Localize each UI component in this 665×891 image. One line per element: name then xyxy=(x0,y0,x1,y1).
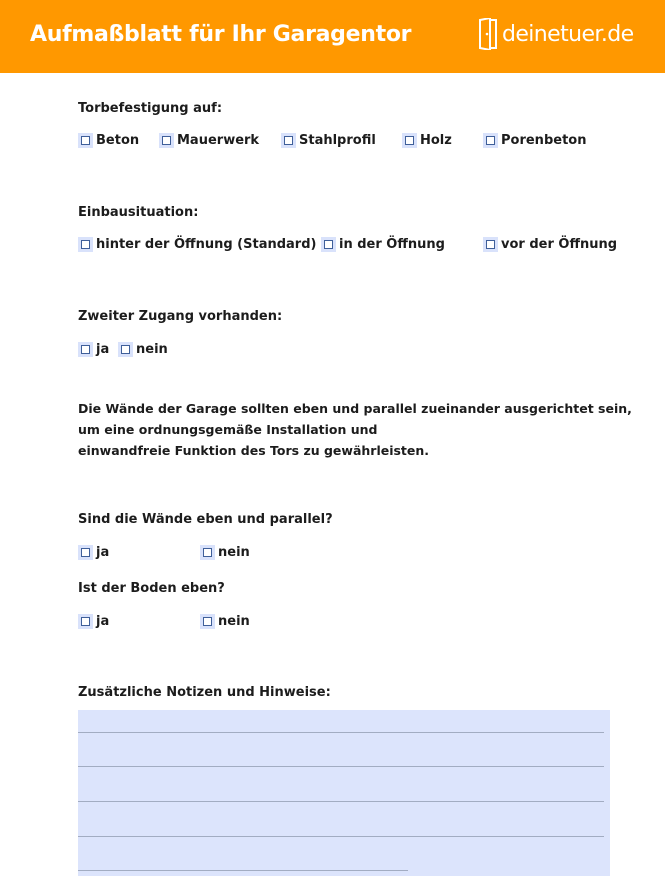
option-label: nein xyxy=(218,545,250,560)
option-label: vor der Öffnung xyxy=(501,237,618,252)
option-label: ja xyxy=(96,342,110,357)
door-icon xyxy=(478,18,498,50)
checkbox-zugang-ja[interactable] xyxy=(78,342,93,357)
boden-option-ja[interactable] xyxy=(78,614,109,629)
befestigung-option-stahlprofil[interactable] xyxy=(281,133,376,148)
option-label: ja xyxy=(96,614,110,629)
waende-option-nein[interactable] xyxy=(200,545,250,560)
notes-ruled-line xyxy=(78,766,604,767)
checkbox-vor[interactable] xyxy=(483,237,498,252)
notes-label: Zusätzliche Notizen und Hinweise: xyxy=(78,685,331,700)
checkbox-beton[interactable] xyxy=(78,133,93,148)
option-label: in der Öffnung xyxy=(339,237,445,252)
zugang-label: Zweiter Zugang vorhanden: xyxy=(78,309,283,324)
option-label: Stahlprofil xyxy=(299,133,376,148)
option-label: Holz xyxy=(420,133,452,148)
einbau-option-hinter[interactable] xyxy=(78,237,316,252)
option-label: Porenbeton xyxy=(501,133,587,148)
boden-option-nein[interactable] xyxy=(200,614,250,629)
befestigung-option-beton[interactable] xyxy=(78,133,139,148)
boden-label: Ist der Boden eben? xyxy=(78,581,225,596)
info-line: einwandfreie Funktion des Tors zu gewährleisten. xyxy=(78,443,430,458)
option-label: nein xyxy=(136,342,168,357)
checkbox-stahlprofil[interactable] xyxy=(281,133,296,148)
notes-field[interactable] xyxy=(78,710,610,876)
einbau-option-vor[interactable] xyxy=(483,237,617,252)
info-line: Die Wände der Garage sollten eben und parallel zueinander ausgerichtet sein, xyxy=(78,401,632,416)
option-label: nein xyxy=(218,614,250,629)
checkbox-hinter[interactable] xyxy=(78,237,93,252)
einbau-label: Einbausituation: xyxy=(78,205,199,220)
logo[interactable] xyxy=(478,17,634,51)
option-label: Mauerwerk xyxy=(177,133,260,148)
header-bar xyxy=(0,0,665,73)
einbau-option-in[interactable] xyxy=(321,237,445,252)
zugang-option-nein[interactable] xyxy=(118,342,168,357)
zugang-option-ja[interactable] xyxy=(78,342,109,357)
checkbox-boden-nein[interactable] xyxy=(200,614,215,629)
befestigung-option-holz[interactable] xyxy=(402,133,452,148)
notes-ruled-line xyxy=(78,801,604,802)
notes-ruled-line xyxy=(78,836,604,837)
befestigung-label: Torbefestigung auf: xyxy=(78,101,223,116)
option-label: ja xyxy=(96,545,110,560)
checkbox-in[interactable] xyxy=(321,237,336,252)
info-line: um eine ordnungsgemäße Installation und xyxy=(78,422,378,437)
option-label: Beton xyxy=(96,133,140,148)
option-label: hinter der Öffnung (Standard) xyxy=(96,237,317,252)
logo-text: deinetuer.de xyxy=(502,21,634,47)
notes-ruled-line xyxy=(78,732,604,733)
befestigung-option-mauerwerk[interactable] xyxy=(159,133,259,148)
checkbox-waende-nein[interactable] xyxy=(200,545,215,560)
checkbox-holz[interactable] xyxy=(402,133,417,148)
checkbox-porenbeton[interactable] xyxy=(483,133,498,148)
info-paragraph xyxy=(78,398,632,461)
notes-ruled-line xyxy=(78,870,408,871)
waende-option-ja[interactable] xyxy=(78,545,109,560)
waende-label: Sind die Wände eben und parallel? xyxy=(78,512,333,527)
checkbox-zugang-nein[interactable] xyxy=(118,342,133,357)
checkbox-boden-ja[interactable] xyxy=(78,614,93,629)
befestigung-option-porenbeton[interactable] xyxy=(483,133,586,148)
checkbox-mauerwerk[interactable] xyxy=(159,133,174,148)
checkbox-waende-ja[interactable] xyxy=(78,545,93,560)
page-title: Aufmaßblatt für Ihr Garagentor xyxy=(30,22,412,47)
